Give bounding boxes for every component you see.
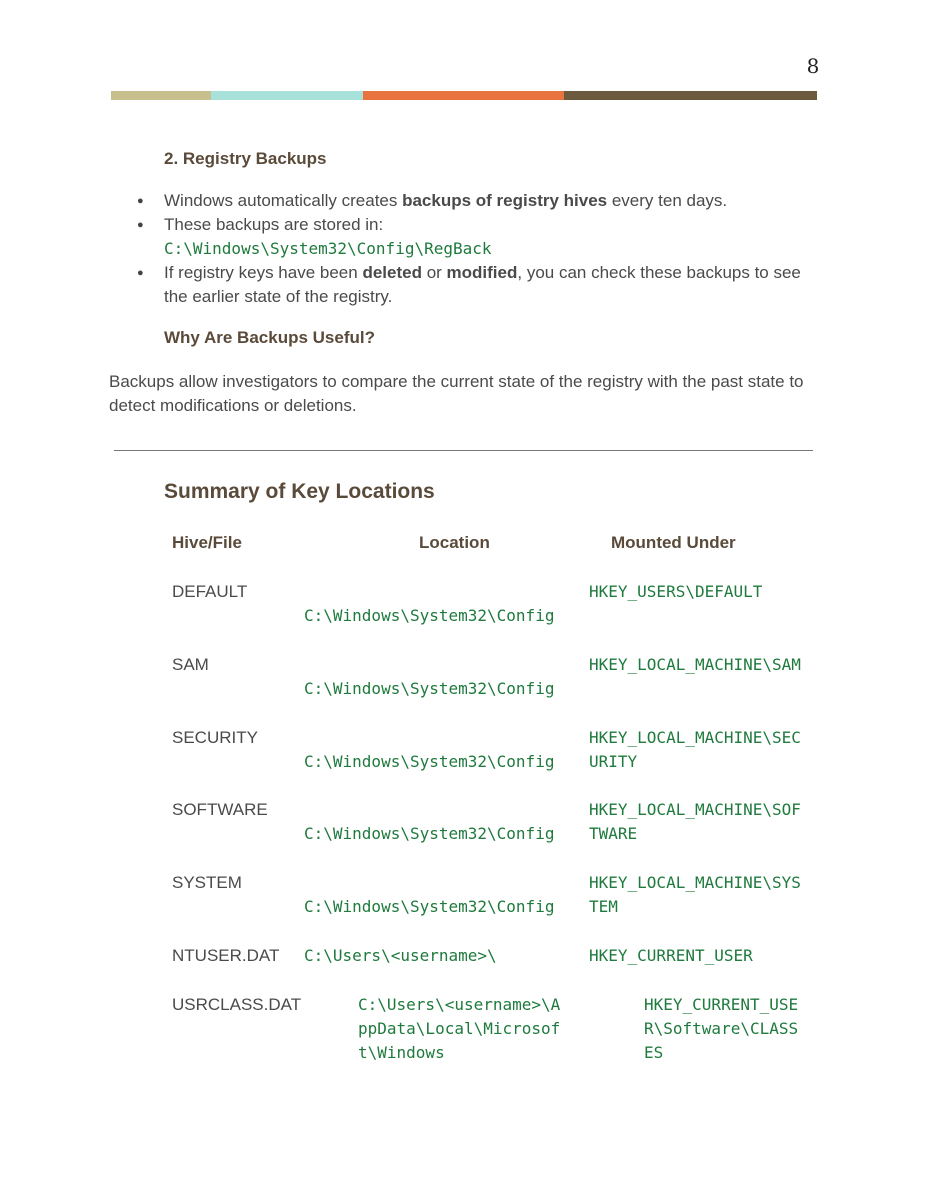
bullet-bold-text: deleted [362, 263, 422, 282]
header-mounted-under: Mounted Under [611, 533, 736, 552]
row-location: C:\Windows\System32\Config [304, 897, 555, 916]
bullet-text: If registry keys have been [164, 263, 363, 282]
page-number: 8 [806, 54, 820, 78]
color-bar-segment-brown [564, 91, 817, 100]
backups-paragraph: Backups allow investigators to compare the current state of the registry with the past state to detect modifications or deletions. [109, 372, 804, 415]
row-mounted-under: HKEY_CURRENT_USER [589, 946, 753, 965]
row-location: C:\Windows\System32\Config [304, 824, 555, 843]
header-color-bar [111, 91, 817, 100]
bullet-text: , you can check these backups to see the earlier state of the registry. [164, 263, 801, 306]
color-bar-segment-orange [363, 91, 564, 100]
row-hive: DEFAULT [172, 582, 248, 601]
section-title: 2. Registry Backups [164, 149, 327, 168]
bullet-item [135, 213, 825, 261]
row-location: C:\Users\<username>\ [304, 946, 497, 965]
row-location: C:\Users\<username>\A ppData\Local\Microsof t\Windows [358, 995, 561, 1062]
color-bar-segment-aqua [211, 91, 363, 100]
row-mounted-under: HKEY_CURRENT_USE R\Software\CLASS ES [644, 995, 799, 1062]
bullet-text: Windows automatically creates [164, 191, 403, 210]
row-location: C:\Windows\System32\Config [304, 752, 555, 771]
summary-title: Summary of Key Locations [164, 480, 435, 503]
row-location: C:\Windows\System32\Config [304, 679, 555, 698]
row-hive: SAM [172, 655, 209, 674]
header-hive-file: Hive/File [172, 533, 242, 552]
row-hive: SYSTEM [172, 873, 242, 892]
bullet-text: or [421, 263, 447, 282]
row-mounted-under: HKEY_LOCAL_MACHINE\SEC URITY [589, 728, 801, 771]
regback-path: C:\Windows\System32\Config\RegBack [164, 239, 492, 258]
bullet-item [135, 261, 825, 309]
row-hive: NTUSER.DAT [172, 946, 280, 965]
header-location: Location [419, 533, 490, 552]
horizontal-divider [114, 450, 813, 451]
row-hive: SECURITY [172, 728, 258, 747]
row-hive: SOFTWARE [172, 800, 268, 819]
row-mounted-under: HKEY_USERS\DEFAULT [589, 582, 763, 601]
row-mounted-under: HKEY_LOCAL_MACHINE\SAM [589, 655, 801, 674]
bullet-bold-text: backups of registry hives [402, 191, 608, 210]
row-location: C:\Windows\System32\Config [304, 606, 555, 625]
row-mounted-under: HKEY_LOCAL_MACHINE\SYS TEM [589, 873, 801, 916]
row-hive: USRCLASS.DAT [172, 995, 302, 1014]
backup-bullet-list [135, 189, 825, 309]
row-mounted-under: HKEY_LOCAL_MACHINE\SOF TWARE [589, 800, 801, 843]
bullet-text: These backups are stored in: [164, 215, 384, 234]
bullet-bold-text: modified [446, 263, 518, 282]
why-backups-heading: Why Are Backups Useful? [164, 328, 375, 347]
bullet-item [135, 189, 825, 213]
bullet-text: every ten days. [607, 191, 728, 210]
color-bar-segment-tan [111, 91, 211, 100]
